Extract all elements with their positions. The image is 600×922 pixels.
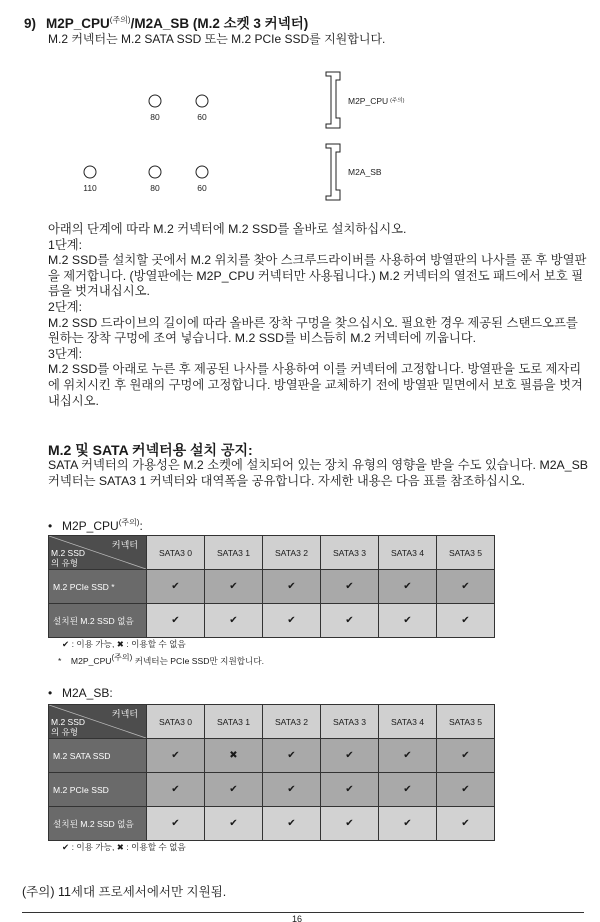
notes-paragraph: SATA 커넥터의 가용성은 M.2 소켓에 설치되어 있는 장치 유형의 영향을 받을 수도 있습니다. M2A_SB 커넥터는 SATA3 1 커넥터와 대역폭을 공유합니다. 자세한 내용은 다음 표를 참조하십시오. <box>48 458 588 488</box>
table-m2a-sb <box>48 704 495 841</box>
table1-legend: ✔ : 이용 가능, ✖ : 이용할 수 없음 <box>62 639 186 649</box>
mount-hole-80-top <box>149 95 161 107</box>
cell: ✔ <box>379 739 437 773</box>
step1-title: 1단계: <box>48 237 83 252</box>
page-number: 16 <box>292 914 303 922</box>
cell: ✖ <box>205 739 263 773</box>
cell: ✔ <box>379 570 437 604</box>
row-label: 설치된 M.2 SSD 없음 <box>49 807 147 841</box>
installation-steps <box>48 222 588 409</box>
column-header: SATA3 4 <box>379 536 437 570</box>
footer-note: (주의) 11세대 프로세서에서만 지원됨. <box>22 885 227 899</box>
m2-connector-diagram <box>0 0 600 210</box>
column-header: SATA3 3 <box>321 705 379 739</box>
row-label: M.2 SATA SSD <box>49 739 147 773</box>
cell: ✔ <box>379 807 437 841</box>
row-label: M.2 PCIe SSD * <box>49 570 147 604</box>
step3-title: 3단계: <box>48 346 83 361</box>
column-header: SATA3 4 <box>379 705 437 739</box>
cell: ✔ <box>379 604 437 638</box>
table2-title: • M2A_SB: <box>48 686 113 700</box>
mount-hole-110-bottom <box>84 166 96 178</box>
cell: ✔ <box>205 570 263 604</box>
column-header: SATA3 1 <box>205 536 263 570</box>
cell: ✔ <box>205 604 263 638</box>
table2-legend: ✔ : 이용 가능, ✖ : 이용할 수 없음 <box>62 842 186 852</box>
cell: ✔ <box>437 604 495 638</box>
connector-m2a-sb-shape <box>326 144 340 200</box>
row-label: 설치된 M.2 SSD 없음 <box>49 604 147 638</box>
cell: ✔ <box>321 604 379 638</box>
notes-heading: M.2 및 SATA 커넥터용 설치 공지: <box>48 442 253 458</box>
cell: ✔ <box>321 807 379 841</box>
step2-text: M.2 SSD 드라이브의 길이에 따라 올바른 장착 구멍을 찾으십시오. 필요한 경우 제공된 스탠드오프를 원하는 장착 구멍에 조여 넣습니다. M.2 SSD를 비스듬히 M.2 커넥터에 끼웁니다. <box>48 315 578 346</box>
cell: ✔ <box>437 739 495 773</box>
table1-title: • $M2P\_CPU^{(주의)}$: <box>48 518 143 533</box>
cell: ✔ <box>147 739 205 773</box>
column-header: SATA3 0 <box>147 536 205 570</box>
footer-divider <box>22 912 584 913</box>
column-header: SATA3 0 <box>147 705 205 739</box>
cell: ✔ <box>205 773 263 807</box>
cell: ✔ <box>147 570 205 604</box>
table-header-row <box>49 536 495 570</box>
hole-label-60-bottom: 60 <box>197 183 207 193</box>
install-intro: 아래의 단계에 따라 M.2 커넥터에 M.2 SSD를 올바로 설치하십시오. <box>48 222 407 236</box>
column-header: SATA3 1 <box>205 705 263 739</box>
section-title-a: M2P_CPU <box>46 16 110 31</box>
cell: ✔ <box>321 570 379 604</box>
table-row <box>49 570 495 604</box>
table-row <box>49 604 495 638</box>
cell: ✔ <box>437 570 495 604</box>
cell: ✔ <box>379 773 437 807</box>
cell: ✔ <box>147 604 205 638</box>
column-header: SATA3 5 <box>437 705 495 739</box>
table-row <box>49 807 495 841</box>
table-header-row <box>49 705 495 739</box>
section-number: 9) <box>24 16 37 31</box>
table-corner-cell: 커넥터 M.2 SSD 의 유형 <box>49 536 147 570</box>
cell: ✔ <box>147 773 205 807</box>
row-label: M.2 PCIe SSD <box>49 773 147 807</box>
cell: ✔ <box>437 807 495 841</box>
notes-text <box>48 458 588 489</box>
hole-label-60-top: 60 <box>197 112 207 122</box>
hole-label-80-bottom: 80 <box>150 183 160 193</box>
column-header: SATA3 3 <box>321 536 379 570</box>
step1-text: M.2 SSD를 설치할 곳에서 M.2 위치를 찾아 스크루드라이버를 사용하여 방열판의 나사를 푼 후 방열판을 제거합니다. (방열판에는 M2P_CPU 커넥터만 사용됩니다.) M.2 커넥터의 열전도 패드에서 보호 필름을 벗겨내십시오. <box>48 253 587 299</box>
mount-hole-80-bottom <box>149 166 161 178</box>
cell: ✔ <box>263 570 321 604</box>
cell: ✔ <box>147 807 205 841</box>
step3-text: M.2 SSD를 아래로 누른 후 제공된 나사를 사용하여 이를 커넥터에 고정합니다. 방열판을 도로 제자리에 위치시킨 후 원래의 구멍에 고정합니다. 방열판을 교체하기 전에 방열판 밑면에서 보호 필름을 벗겨내십시오. <box>48 362 583 408</box>
cell: ✔ <box>205 807 263 841</box>
mount-hole-60-top <box>196 95 208 107</box>
cell: ✔ <box>321 739 379 773</box>
section-title-note: (주의) <box>109 15 131 25</box>
table-m2p-cpu <box>48 535 495 638</box>
hole-label-110-bottom: 110 <box>83 183 97 193</box>
cell: ✔ <box>263 807 321 841</box>
mount-hole-60-bottom <box>196 166 208 178</box>
table1-footnote: * M2P_CPU(주의) 커넥터는 PCIe SSD만 지원합니다. <box>58 653 265 666</box>
connector-label-m2a-sb: M2A_SB <box>348 167 382 177</box>
column-header: SATA3 5 <box>437 536 495 570</box>
section-title-b: /M2A_SB (M.2 소켓 3 커넥터) <box>130 16 309 31</box>
cell: ✔ <box>321 773 379 807</box>
step2-title: 2단계: <box>48 299 83 314</box>
cell: ✔ <box>263 604 321 638</box>
cell: ✔ <box>437 773 495 807</box>
connector-label-m2p-cpu: M2P_CPU $^{(주의)}$ <box>348 96 405 106</box>
column-header: SATA3 2 <box>263 705 321 739</box>
table-row <box>49 773 495 807</box>
hole-label-80-top: 80 <box>150 112 160 122</box>
cell: ✔ <box>263 739 321 773</box>
connector-m2p-cpu-shape <box>326 72 340 128</box>
section-subtitle: M.2 커넥터는 M.2 SATA SSD 또는 M.2 PCIe SSD를 지원합니다. <box>48 32 386 46</box>
cell: ✔ <box>263 773 321 807</box>
table-corner-cell: 커넥터 M.2 SSD 의 유형 <box>49 705 147 739</box>
table-row <box>49 739 495 773</box>
column-header: SATA3 2 <box>263 536 321 570</box>
